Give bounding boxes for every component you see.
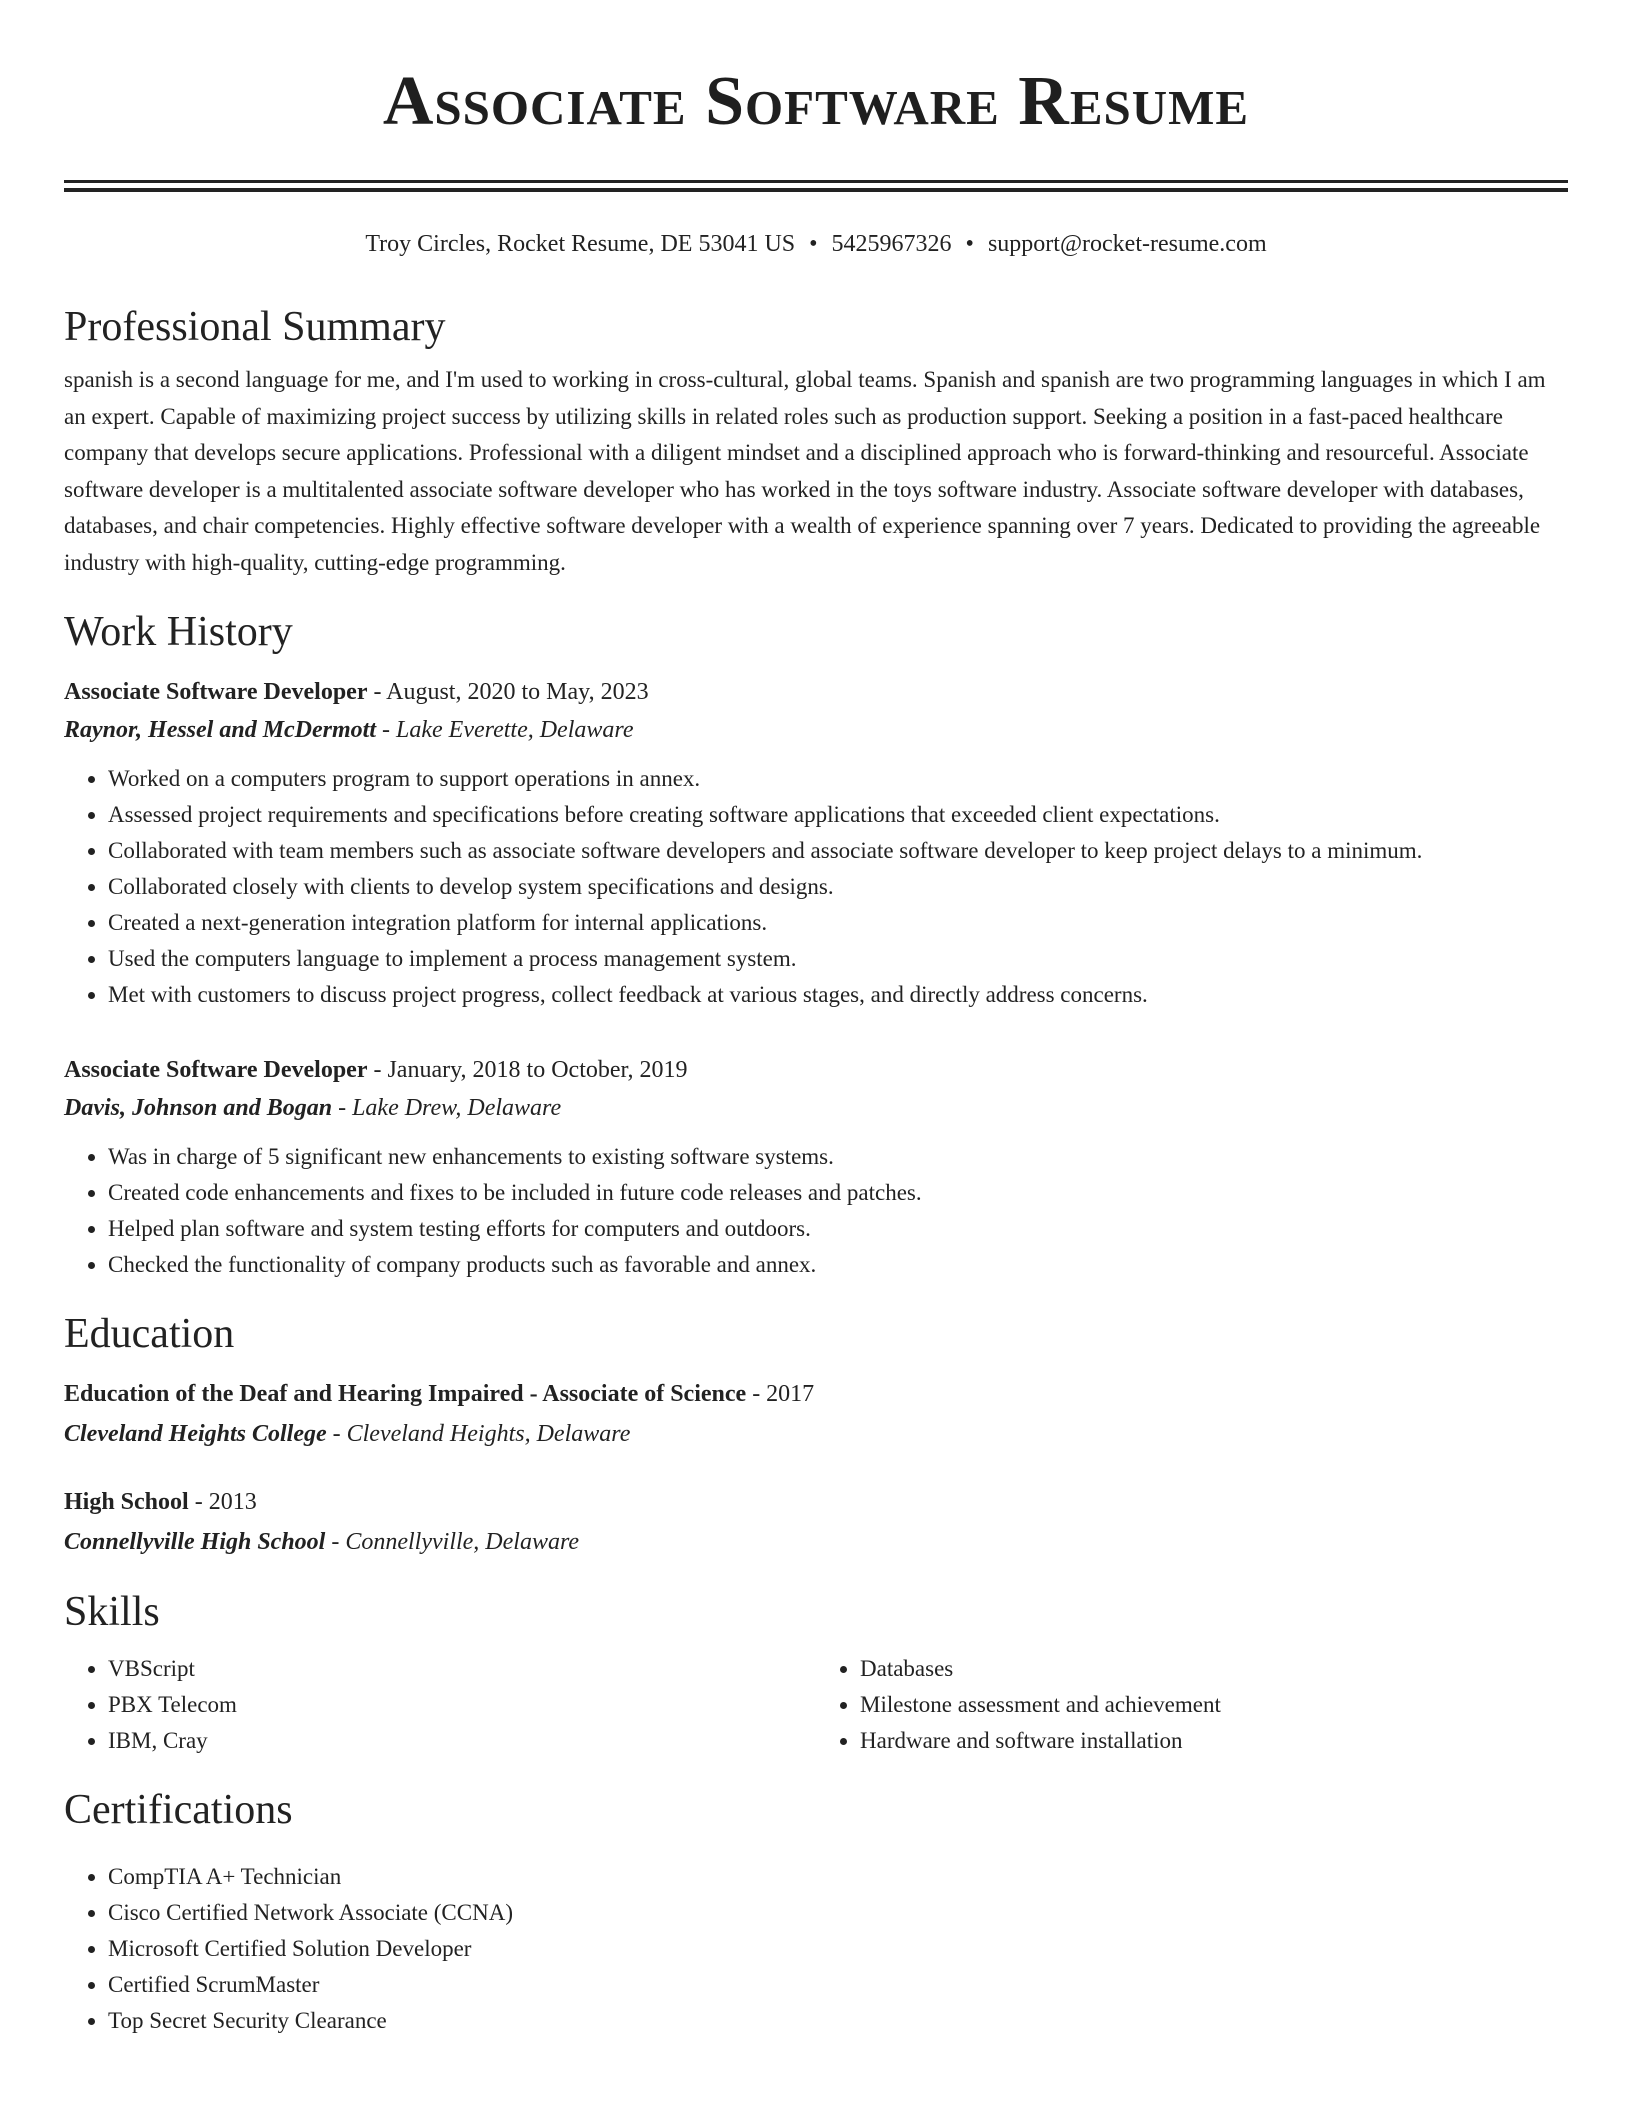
job-bullets [64, 761, 1568, 1013]
job-company-line [64, 1089, 1568, 1127]
contact-separator: • [965, 231, 974, 257]
job-bullet: • Collaborated closely with clients to develop system specifications and designs. [108, 869, 1568, 905]
education-heading: Education [64, 1311, 235, 1357]
job-title: Associate Software Developer [64, 679, 368, 705]
education-location: - Connellyville, Delaware [325, 1529, 580, 1555]
job-bullet: • Met with customers to discuss project progress, collect feedback at various stages, and directly address concerns. [108, 977, 1568, 1013]
education-year: - 2017 [746, 1381, 815, 1407]
certifications-heading: Certifications [64, 1787, 293, 1833]
education-degree-line [64, 1375, 1568, 1413]
contact-separator: • [809, 231, 818, 257]
job-bullet: • Created code enhancements and fixes to be included in future code releases and patches. [108, 1175, 1568, 1211]
education-degree-line [64, 1483, 1568, 1521]
certification-item: • Certified ScrumMaster [108, 1967, 1568, 2003]
contact-address: Troy Circles, Rocket Resume, DE 53041 US [365, 231, 796, 257]
education-year: - 2013 [188, 1489, 257, 1515]
certification-item: • CompTIA A+ Technician [108, 1859, 1568, 1895]
certification-item: • Cisco Certified Network Associate (CCNA) [108, 1895, 1568, 1931]
summary-heading: Professional Summary [64, 304, 446, 350]
job-bullet: • Checked the functionality of company products such as favorable and annex. [108, 1247, 1568, 1283]
education-school-line [64, 1523, 1568, 1561]
skill-item: • PBX Telecom [108, 1687, 816, 1723]
job-company: Davis, Johnson and Bogan [64, 1095, 333, 1121]
education-section [64, 1307, 1568, 1561]
skills-column-right [816, 1651, 1568, 1759]
summary-section [64, 300, 1568, 581]
summary-text: spanish is a second language for me, and I'm used to working in cross-cultural, global teams. Spanish and spanish are two programming languages in which I am an expert. Capable of maximizing project success by utilizing skills in related roles such as production support. Seeking a position in a fast-paced healthcare company that develops secure applications. Professional with a diligent mindset and a disciplined approach who is forward-thinking and resourceful. Associate software developer is a multitalented associate software developer who has worked in the toys software industry. Associate software developer with databases, databases, and chair competencies. Highly effective software developer with a wealth of experience spanning over 7 years. Dedicated to providing the agreeable industry with high-quality, cutting-edge programming. [64, 367, 1546, 575]
education-school-line [64, 1415, 1568, 1453]
skill-item: • Milestone assessment and achievement [860, 1687, 1568, 1723]
job-dates: - August, 2020 to May, 2023 [367, 679, 649, 705]
job-bullet: • Collaborated with team members such as associate software developers and associate software developer to keep project delays to a minimum. [108, 833, 1568, 869]
contact-phone: 5425967326 [831, 231, 952, 257]
job-entry [64, 1051, 1568, 1283]
job-bullet: • Helped plan software and system testing efforts for computers and outdoors. [108, 1211, 1568, 1247]
skill-item: • Hardware and software installation [860, 1723, 1568, 1759]
skills-column-left [64, 1651, 816, 1759]
certifications-section [64, 1783, 1568, 2039]
work-history-section [64, 605, 1568, 1283]
job-bullets [64, 1139, 1568, 1283]
skill-item: • Databases [860, 1651, 1568, 1687]
resume-title: Associate Software Resume [382, 63, 1250, 140]
education-school: Cleveland Heights College [64, 1421, 327, 1447]
skills-heading: Skills [64, 1589, 160, 1635]
certifications-list [64, 1859, 1568, 2039]
contact-email: support@rocket-resume.com [987, 231, 1267, 257]
job-bullet: • Was in charge of 5 significant new enhancements to existing software systems. [108, 1139, 1568, 1175]
education-degree: Education of the Deaf and Hearing Impaired - Associate of Science [64, 1381, 747, 1407]
contact-line [64, 228, 1568, 260]
job-bullet: • Created a next-generation integration platform for internal applications. [108, 905, 1568, 941]
certification-item: • Top Secret Security Clearance [108, 2003, 1568, 2039]
job-dates: - January, 2018 to October, 2019 [367, 1057, 688, 1083]
job-bullet: • Assessed project requirements and specifications before creating software applications that exceeded client expectations. [108, 797, 1568, 833]
education-entry [64, 1375, 1568, 1453]
job-location: - Lake Everette, Delaware [376, 717, 634, 743]
work-history-heading: Work History [64, 609, 293, 655]
certification-item: • Microsoft Certified Solution Developer [108, 1931, 1568, 1967]
job-bullet: • Used the computers language to implement a process management system. [108, 941, 1568, 977]
job-entry [64, 673, 1568, 1013]
skill-item: • IBM, Cray [108, 1723, 816, 1759]
job-company: Raynor, Hessel and McDermott [64, 717, 377, 743]
skills-section [64, 1585, 1568, 1759]
job-location: - Lake Drew, Delaware [332, 1095, 562, 1121]
skills-grid [64, 1651, 1568, 1759]
job-title: Associate Software Developer [64, 1057, 368, 1083]
education-degree: High School [64, 1489, 189, 1515]
job-title-line [64, 1051, 1568, 1089]
title-divider-top [64, 180, 1568, 183]
skill-item: • VBScript [108, 1651, 816, 1687]
job-company-line [64, 711, 1568, 749]
job-title-line [64, 673, 1568, 711]
education-location: - Cleveland Heights, Delaware [326, 1421, 631, 1447]
title-divider-bottom [64, 188, 1568, 192]
education-school: Connellyville High School [64, 1529, 326, 1555]
job-bullet: • Worked on a computers program to support operations in annex. [108, 761, 1568, 797]
education-entry [64, 1483, 1568, 1561]
